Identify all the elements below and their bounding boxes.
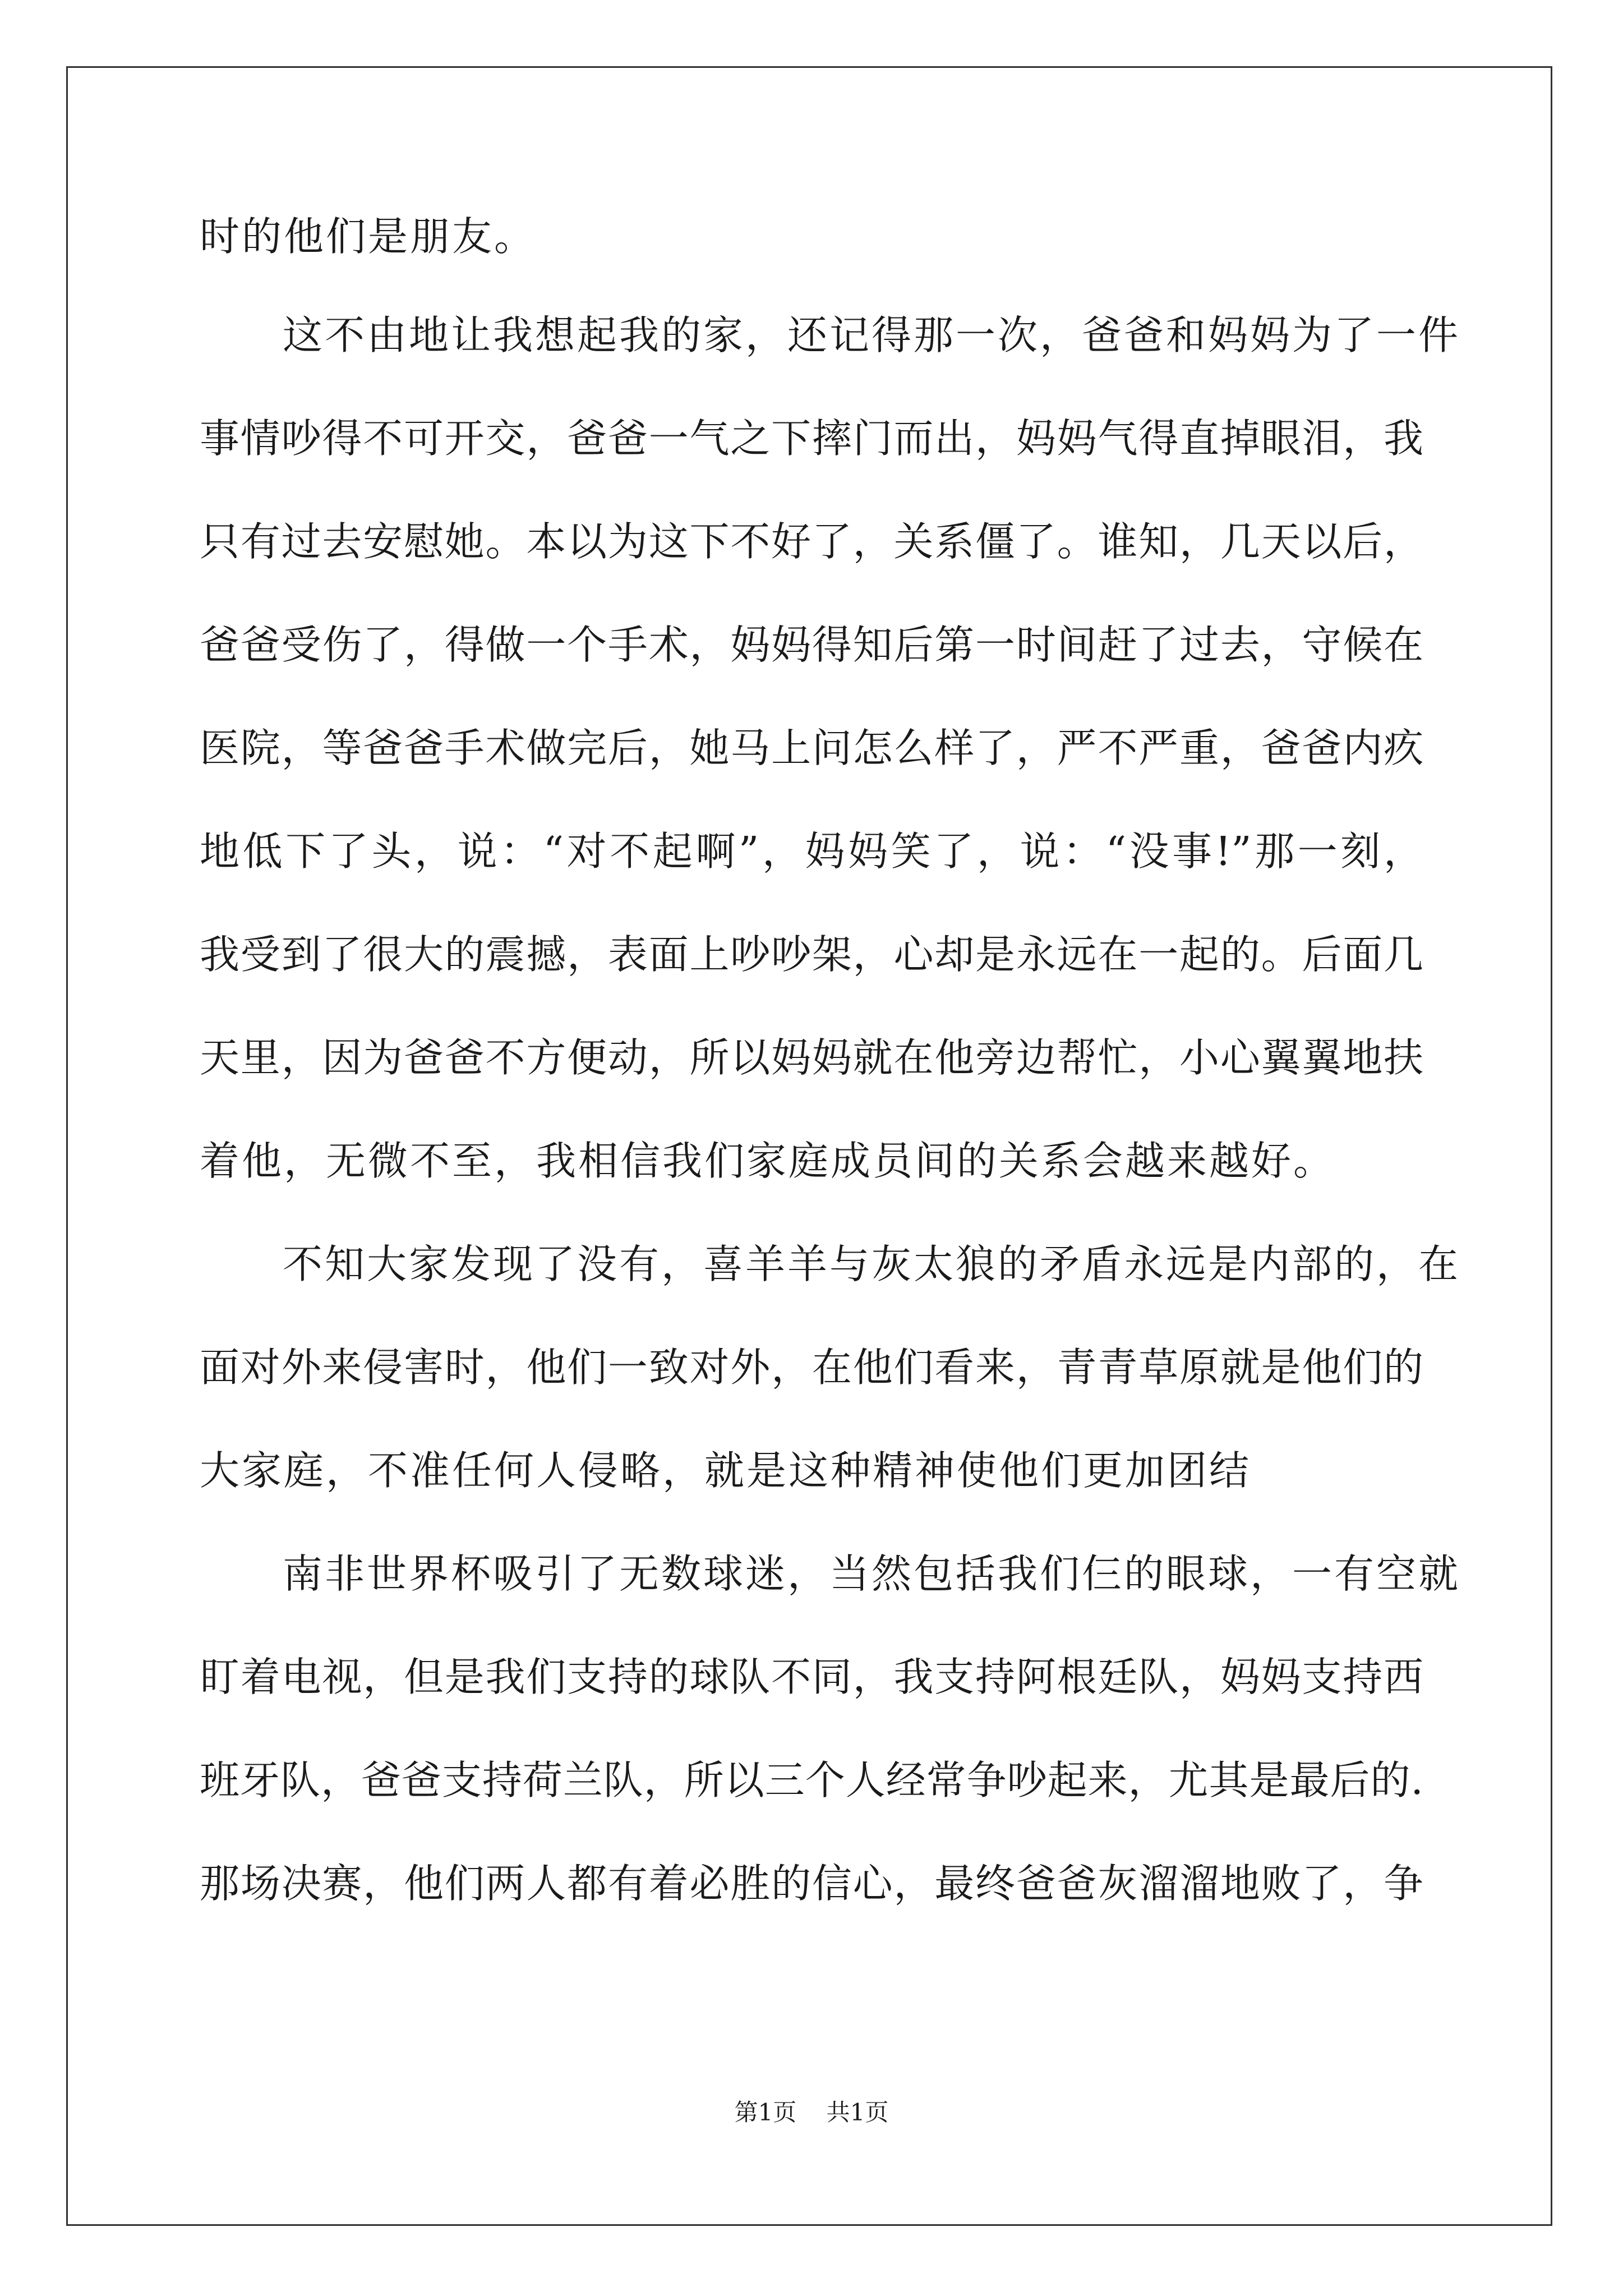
text-line: 班牙队，爸爸支持荷兰队，所以三个人经常争吵起来，尤其是最后的. — [200, 1757, 1423, 1803]
page-number-footer: 第1页 共1页 — [734, 2099, 889, 2126]
paragraph-first-line: 这不由地让我想起我的家，还记得那一次，爸爸和妈妈为了一件 — [283, 312, 1461, 358]
text-line: 地低下了头，说：“对不起啊”，妈妈笑了，说：“没事!”那一刻， — [200, 828, 1423, 875]
text-line: 那场决赛，他们两人都有着必胜的信心，最终爸爸灰溜溜地败了，争 — [200, 1860, 1423, 1907]
text-line: 着他，无微不至，我相信我们家庭成员间的关系会越来越好。 — [200, 1138, 1336, 1184]
text-line: 爸爸受伤了，得做一个手术，妈妈得知后第一时间赶了过去，守候在 — [200, 622, 1423, 668]
paragraph-first-line: 南非世界杯吸引了无数球迷，当然包括我们仨的眼球，一有空就 — [283, 1550, 1461, 1597]
paragraph-first-line: 不知大家发现了没有，喜羊羊与灰太狼的矛盾永远是内部的，在 — [283, 1241, 1461, 1287]
text-line: 大家庭，不准任何人侵略，就是这种精神使他们更加团结 — [200, 1447, 1252, 1494]
text-line: 面对外来侵害时，他们一致对外，在他们看来，青青草原就是他们的 — [200, 1344, 1423, 1391]
text-line: 盯着电视，但是我们支持的球队不同，我支持阿根廷队，妈妈支持西 — [200, 1654, 1423, 1700]
text-line: 事情吵得不可开交，爸爸一气之下摔门而出，妈妈气得直掉眼泪，我 — [200, 415, 1423, 462]
text-line: 医院，等爸爸手术做完后，她马上问怎么样了，严不严重，爸爸内疚 — [200, 725, 1423, 771]
text-line: 只有过去安慰她。本以为这下不好了，关系僵了。谁知，几天以后， — [200, 518, 1423, 565]
text-line: 我受到了很大的震撼，表面上吵吵架，心却是永远在一起的。后面几 — [200, 931, 1423, 978]
text-line: 天里，因为爸爸不方便动，所以妈妈就在他旁边帮忙，小心翼翼地扶 — [200, 1034, 1423, 1081]
text-line: 时的他们是朋友。 — [200, 213, 537, 260]
